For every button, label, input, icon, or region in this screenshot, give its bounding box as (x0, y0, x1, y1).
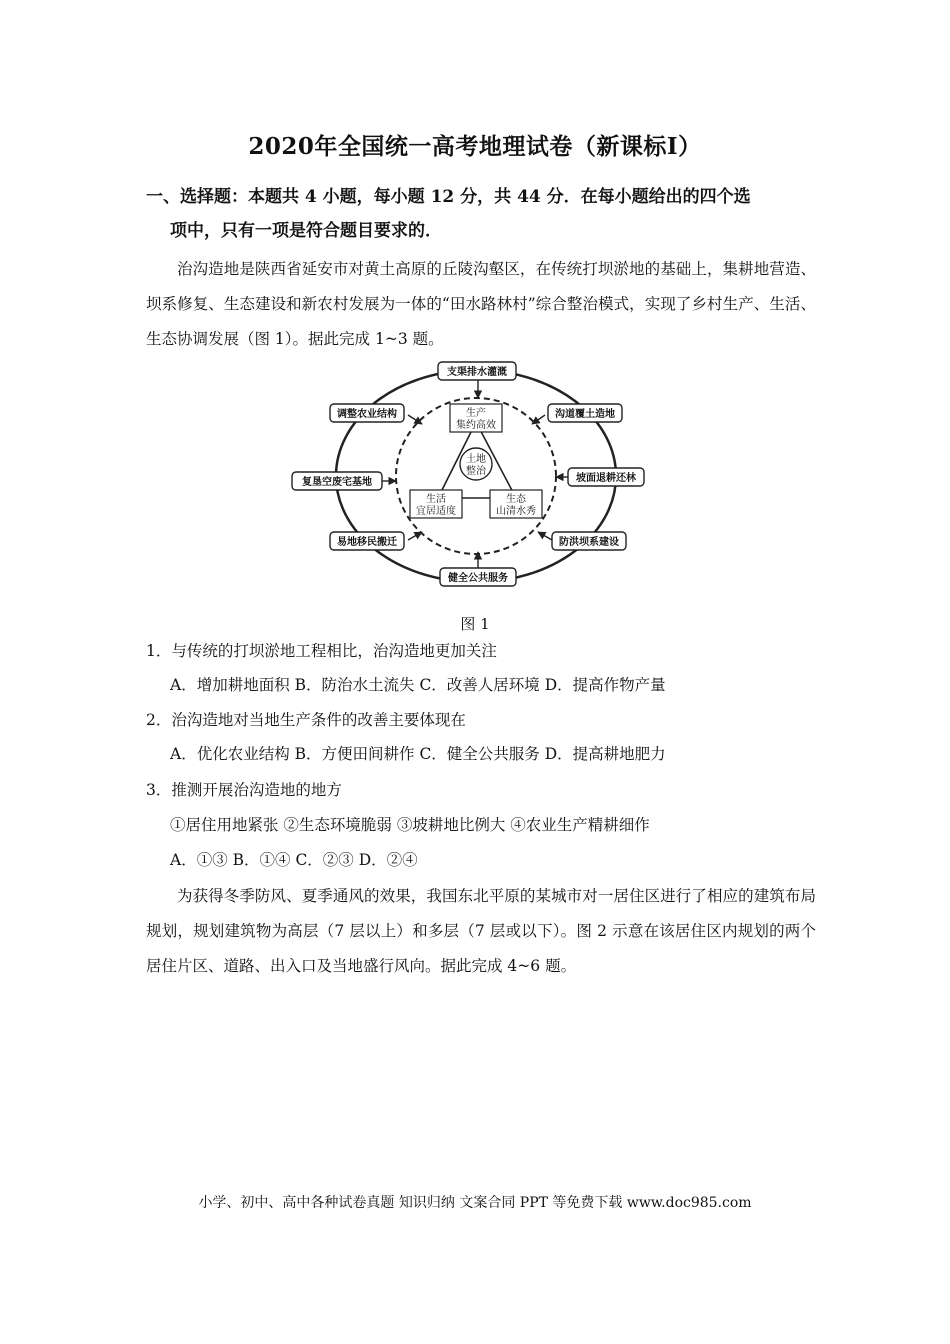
box-reclaim-homestead: 复垦空废宅基地 (302, 477, 372, 488)
figure-1-diagram (290, 360, 650, 592)
question-3-options: A．①③ B．①④ C．②③ D．②④ (170, 851, 418, 869)
section-heading-line1: 一、选择题：本题共 4 小题，每小题 12 分，共 44 分．在每小题给出的四个选 (146, 187, 751, 207)
page-title: 2020年全国统一高考地理试卷（新课标Ⅰ） (248, 133, 702, 160)
question-1-options: A．增加耕地面积 B．防治水土流失 C．改善人居环境 D．提高作物产量 (170, 676, 666, 694)
question-1-stem: 1．与传统的打坝淤地工程相比，治沟造地更加关注 (146, 642, 497, 660)
box-gully-land: 沟道覆土造地 (555, 409, 615, 420)
intro-paragraph: 治沟造地是陕西省延安市对黄土高原的丘陵沟壑区，在传统打坝淤地的基础上，集耕地营造、坝系修复、生态建设和新农村发展为一体的“田水路林村”综合整治模式，实现了乡村生产、生活、生态协调发展（图 1）。据此完成 1~3 题。 (146, 260, 816, 348)
question-2-options: A．优化农业结构 B．方便田间耕作 C．健全公共服务 D．提高耕地肥力 (170, 745, 666, 763)
inner-living-1: 生活 (426, 494, 446, 505)
question-3-stem: 3．推测开展治沟造地的地方 (146, 781, 342, 799)
second-paragraph: 为获得冬季防风、夏季通风的效果，我国东北平原的某城市对一居住区进行了相应的建筑布局规划，规划建筑物为高层（7 层以上）和多层（7 层或以下）。图 2 示意在该居住区内规划的两个居住片区、道路、出入口及当地盛行风向。据此完成 4~6 题。 (146, 887, 816, 975)
inner-ecology-1: 生态 (506, 494, 526, 505)
box-agri-structure: 调整农业结构 (337, 409, 397, 420)
box-relocation: 易地移民搬迁 (337, 537, 397, 548)
section-heading-line2: 项中，只有一项是符合题目要求的． (170, 221, 442, 241)
inner-living-2: 宜居适度 (416, 506, 456, 517)
inner-production-2: 集约高效 (456, 420, 496, 431)
box-dam-system: 防洪坝系建设 (559, 537, 619, 548)
inner-ecology-2: 山清水秀 (496, 506, 536, 517)
center-label-2: 整治 (466, 466, 486, 477)
figure-caption: 图 1 (460, 615, 490, 633)
box-public-service: 健全公共服务 (448, 573, 508, 584)
box-reforest: 坡面退耕还林 (576, 473, 636, 484)
box-irrigation: 支渠排水灌溉 (447, 367, 507, 378)
center-label-1: 土地 (466, 454, 486, 465)
inner-production-1: 生产 (466, 408, 486, 419)
page-footer: 小学、初中、高中各种试卷真题 知识归纳 文案合同 PPT 等免费下载 www.doc985.com (198, 1195, 752, 1211)
question-3-items: ①居住用地紧张 ②生态环境脆弱 ③坡耕地比例大 ④农业生产精耕细作 (170, 816, 650, 834)
question-2-stem: 2．治沟造地对当地生产条件的改善主要体现在 (146, 711, 466, 729)
